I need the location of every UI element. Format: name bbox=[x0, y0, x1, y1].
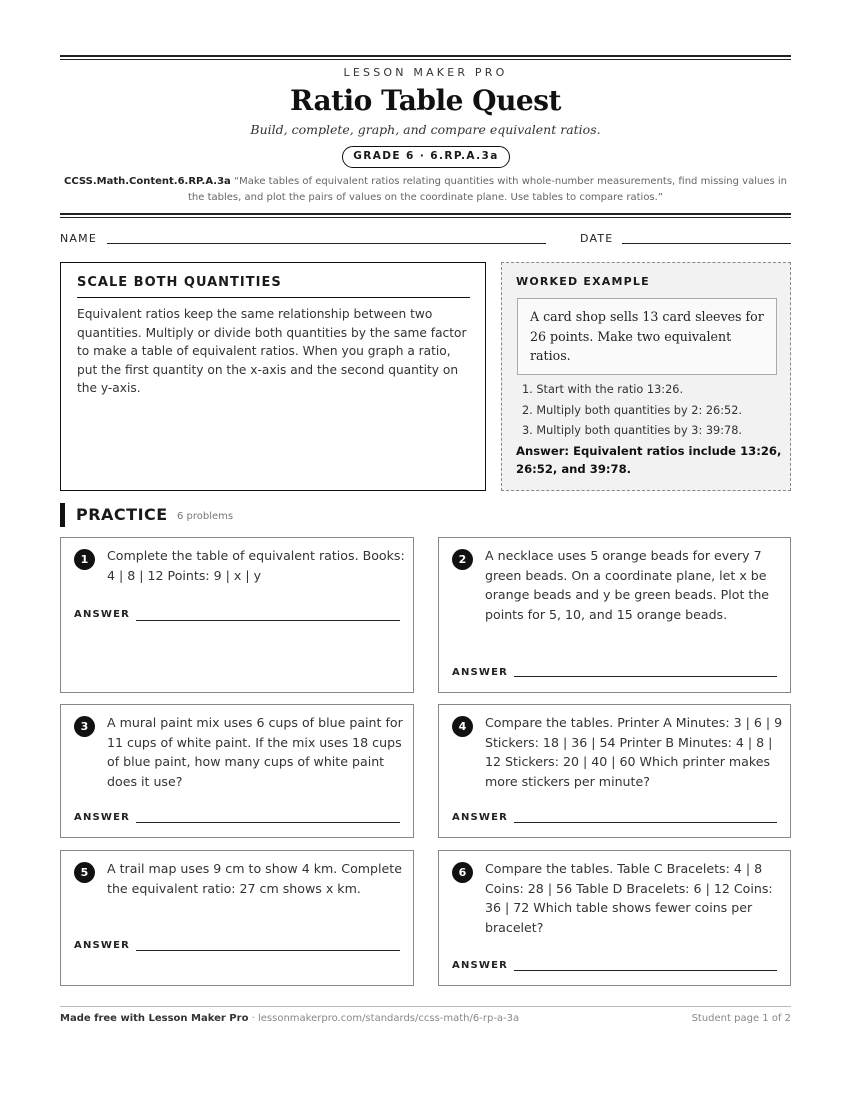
worked-example-prompt: A card shop sells 13 card sleeves for 26 points. Make two equivalent ratios. bbox=[517, 298, 777, 375]
name-label: NAME bbox=[60, 232, 97, 245]
concept-text: Equivalent ratios keep the same relationship between two quantities. Multiply or divide both quantities by the same factor to make a table of equivalent ratios. When you graph a ratio, put the first quantity on the x-axis and the second quantity on the y-axis. bbox=[77, 307, 467, 396]
problem-number: 4 bbox=[452, 716, 473, 737]
standard-text: “Make tables of equivalent ratios relating quantities with whole-number measurements, find missing values in the tables, and plot the pairs of values on the coordinate plane. Use tables to compare ratios.” bbox=[188, 176, 787, 203]
answer-line[interactable] bbox=[136, 950, 400, 951]
standard-code: CCSS.Math.Content.6.RP.A.3a bbox=[64, 176, 231, 187]
worked-example-box bbox=[501, 262, 791, 491]
answer-line[interactable] bbox=[136, 822, 400, 823]
footer-credit bbox=[60, 1013, 519, 1024]
answer-label: ANSWER bbox=[452, 667, 509, 678]
problem-card-3 bbox=[60, 704, 414, 838]
concept-box bbox=[60, 262, 486, 491]
brand-label: LESSON MAKER PRO bbox=[343, 66, 508, 79]
answer-label: ANSWER bbox=[452, 960, 509, 971]
problem-number: 6 bbox=[452, 862, 473, 883]
date-field[interactable] bbox=[622, 243, 791, 244]
problem-prompt: Compare the tables. Printer A Minutes: 3 | 6 | 9 Stickers: 18 | 36 | 54 Printer B Minutes: 4 | 8 | 12 Stickers: 20 | 40 | 60 Which printer makes more stickers per minute? bbox=[485, 715, 783, 789]
worked-example-heading: WORKED EXAMPLE bbox=[516, 275, 650, 288]
problem-number: 2 bbox=[452, 549, 473, 570]
problem-card-5 bbox=[60, 850, 414, 986]
worked-example-answer: Answer: Equivalent ratios include 13:26, 26:52, and 39:78. bbox=[516, 444, 782, 476]
problem-card-4 bbox=[438, 704, 791, 838]
name-field[interactable] bbox=[107, 243, 546, 244]
answer-line[interactable] bbox=[514, 970, 777, 971]
worksheet-page bbox=[60, 0, 791, 1100]
standard-description bbox=[60, 174, 791, 206]
practice-count: 6 problems bbox=[177, 511, 234, 522]
worked-example-step: 3. Multiply both quantities by 3: 39:78. bbox=[522, 424, 742, 437]
problem-number: 5 bbox=[74, 862, 95, 883]
footer-page-number: Student page 1 of 2 bbox=[691, 1013, 791, 1024]
answer-label: ANSWER bbox=[452, 812, 509, 823]
problem-number: 1 bbox=[74, 549, 95, 570]
concept-heading: SCALE BOTH QUANTITIES bbox=[77, 275, 470, 298]
problem-card-6 bbox=[438, 850, 791, 986]
header-bottom-rule bbox=[60, 213, 791, 218]
problem-prompt: A necklace uses 5 orange beads for every 7 green beads. On a coordinate plane, let x be orange beads and y be green beads. Plot the points for 5, 10, and 15 orange beads. bbox=[485, 548, 770, 622]
problem-prompt: A trail map uses 9 cm to show 4 km. Complete the equivalent ratio: 27 cm shows x km. bbox=[107, 861, 402, 896]
answer-label: ANSWER bbox=[74, 940, 131, 951]
page-title: Ratio Table Quest bbox=[290, 84, 561, 117]
answer-label: ANSWER bbox=[74, 812, 131, 823]
grade-badge: GRADE 6 · 6.RP.A.3a bbox=[342, 146, 510, 168]
problem-prompt: A mural paint mix uses 6 cups of blue paint for 11 cups of white paint. If the mix uses 18 cups of blue paint, how many cups of white paint does it use? bbox=[107, 715, 403, 789]
worked-example-steps bbox=[522, 380, 784, 442]
problem-prompt: Compare the tables. Table C Bracelets: 4 | 8 Coins: 28 | 56 Table D Bracelets: 6 | 12 Coins: 36 | 72 Which table shows fewer coins per bracelet? bbox=[485, 861, 773, 935]
practice-accent-bar bbox=[60, 503, 65, 527]
problem-number: 3 bbox=[74, 716, 95, 737]
answer-line[interactable] bbox=[514, 676, 777, 677]
footer-brand: Made free with Lesson Maker Pro bbox=[60, 1013, 249, 1024]
footer-rule bbox=[60, 1006, 791, 1007]
problem-card-2 bbox=[438, 537, 791, 693]
worked-example-step: 1. Start with the ratio 13:26. bbox=[522, 383, 684, 396]
top-double-rule bbox=[60, 55, 791, 60]
problem-prompt: Complete the table of equivalent ratios. Books: 4 | 8 | 12 Points: 9 | x | y bbox=[107, 548, 405, 583]
worked-example-step: 2. Multiply both quantities by 2: 26:52. bbox=[522, 403, 742, 417]
practice-title: PRACTICE bbox=[76, 505, 168, 524]
answer-line[interactable] bbox=[514, 822, 777, 823]
problem-card-1 bbox=[60, 537, 414, 693]
answer-label: ANSWER bbox=[74, 609, 131, 620]
footer-url[interactable]: · lessonmakerpro.com/standards/ccss-math/6-rp-a-3a bbox=[248, 1013, 520, 1024]
date-label: DATE bbox=[580, 232, 614, 245]
answer-line[interactable] bbox=[136, 620, 400, 621]
page-subtitle: Build, complete, graph, and compare equivalent ratios. bbox=[250, 122, 601, 137]
